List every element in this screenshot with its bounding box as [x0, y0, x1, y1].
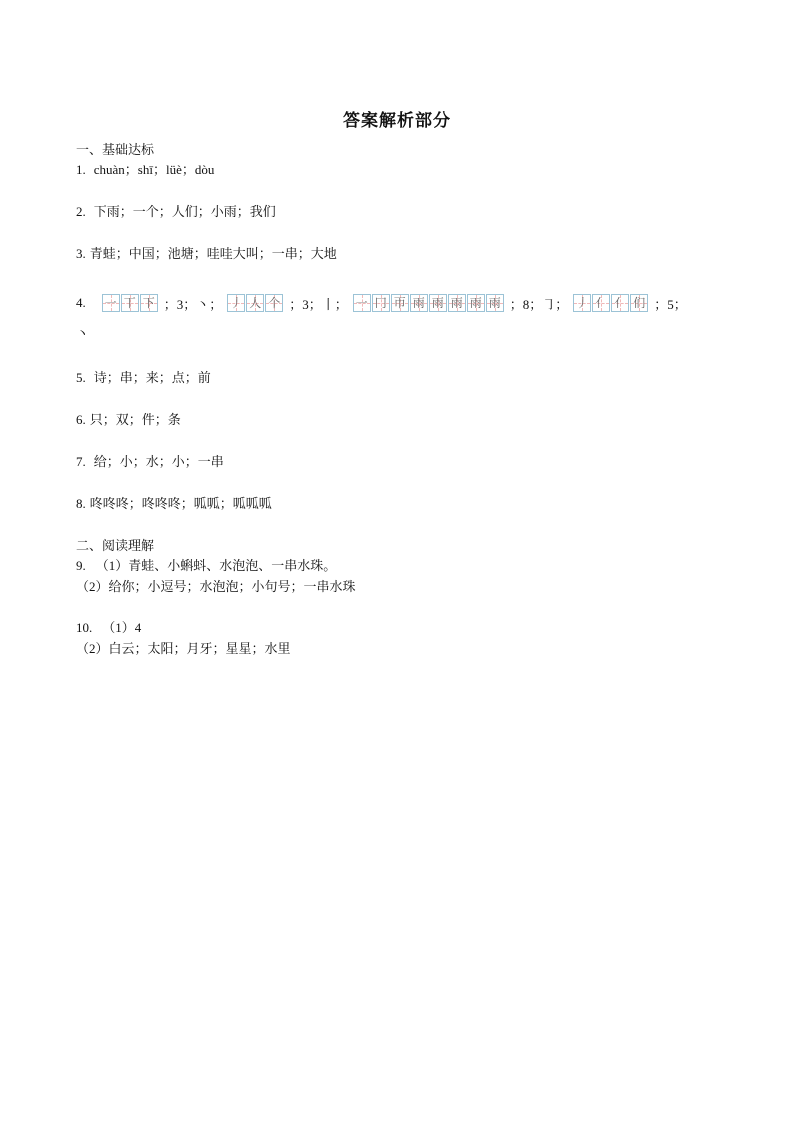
- answer-2-number: 2.: [76, 204, 86, 219]
- stroke-glyph: 下: [142, 296, 155, 310]
- stroke-box: [391, 294, 409, 312]
- stroke-box: [592, 294, 610, 312]
- stroke-glyph: 亻: [614, 296, 627, 310]
- stroke-order-group-4: [573, 294, 649, 312]
- stroke-box: [410, 294, 428, 312]
- stroke-box: [573, 294, 591, 312]
- stroke-glyph: 雨: [488, 296, 501, 310]
- answer-4-tail: 丶: [76, 326, 90, 341]
- answer-2: [76, 203, 276, 221]
- answer-1-text: chuàn；shī；lüè；dòu: [93, 162, 215, 177]
- answer-8-number: 8.: [76, 496, 86, 511]
- stroke-box: [372, 294, 390, 312]
- answer-10-part-2: （2）白云；太阳；月牙；星星；水里: [76, 641, 291, 656]
- stroke-glyph: 雨: [450, 296, 463, 310]
- answer-9-number: 9.: [76, 558, 86, 573]
- answer-7: [76, 453, 224, 471]
- stroke-box: [467, 294, 485, 312]
- stroke-box: [448, 294, 466, 312]
- stroke-glyph: 们: [633, 296, 646, 310]
- answer-5-number: 5.: [76, 370, 86, 385]
- stroke-box: [102, 294, 120, 312]
- answer-1-number: 1.: [76, 162, 86, 177]
- answer-2-text: 下雨；一个；人们；小雨；我们: [93, 204, 276, 219]
- answer-6: [76, 411, 181, 429]
- stroke-group-info: ；3；丨；: [289, 296, 348, 312]
- stroke-order-group-1: [102, 294, 159, 312]
- answer-10-part-1-text: （1）4: [102, 620, 142, 635]
- stroke-box: [611, 294, 629, 312]
- answer-3-number: 3.: [76, 246, 86, 261]
- answer-7-number: 7.: [76, 454, 86, 469]
- stroke-glyph: 冂: [374, 296, 387, 310]
- stroke-box: [353, 294, 371, 312]
- answer-1: [76, 161, 214, 179]
- answer-8-text: 咚咚咚；咚咚咚；呱呱；呱呱呱: [89, 496, 272, 511]
- stroke-box: [246, 294, 264, 312]
- answer-10-number: 10.: [76, 620, 93, 635]
- stroke-box: [265, 294, 283, 312]
- page-title: 答案解析部分: [343, 111, 451, 130]
- answer-4-number: 4.: [76, 295, 86, 310]
- answer-7-text: 给；小；水；小；一串: [93, 454, 224, 469]
- answer-3: [76, 245, 337, 263]
- answer-10-part-1: [76, 619, 141, 637]
- stroke-glyph: 个: [268, 296, 281, 310]
- stroke-group-info: ；3；丶；: [163, 296, 223, 312]
- stroke-glyph: 亻: [595, 296, 608, 310]
- answer-9-part-1: [76, 557, 336, 575]
- stroke-order-group-3: [353, 294, 505, 312]
- stroke-box: [140, 294, 158, 312]
- stroke-glyph: 人: [249, 296, 262, 310]
- stroke-box: [227, 294, 245, 312]
- stroke-glyph: 帀: [393, 296, 406, 310]
- stroke-glyph: 一: [104, 296, 117, 310]
- answer-5-text: 诗；串；来；点；前: [93, 370, 211, 385]
- answer-9-part-1-text: （1）青蛙、小蝌蚪、水泡泡、一串水珠。: [95, 558, 337, 573]
- stroke-order-group-2: [227, 294, 284, 312]
- answer-9-part-2: （2）给你；小逗号；水泡泡；小句号；一串水珠: [76, 579, 356, 594]
- stroke-group-info: ；8；㇆；: [509, 296, 569, 312]
- answer-3-text: 青蛙；中国；池塘；哇哇大叫；一串；大地: [89, 246, 337, 261]
- stroke-glyph: 丅: [123, 296, 136, 310]
- stroke-glyph: 雨: [431, 296, 444, 310]
- answer-6-text: 只；双；件；条: [89, 412, 181, 427]
- section-heading-reading: 二、阅读理解: [76, 538, 155, 553]
- stroke-glyph: 一: [355, 296, 368, 310]
- stroke-glyph: 丿: [576, 296, 589, 310]
- stroke-box: [486, 294, 504, 312]
- section-heading-basics: 一、基础达标: [76, 142, 155, 157]
- stroke-box: [630, 294, 648, 312]
- stroke-glyph: 雨: [412, 296, 425, 310]
- answer-8: [76, 495, 272, 513]
- answer-4: [76, 292, 716, 314]
- stroke-box: [429, 294, 447, 312]
- answer-6-number: 6.: [76, 412, 86, 427]
- stroke-box: [121, 294, 139, 312]
- stroke-glyph: 丿: [230, 296, 243, 310]
- answer-5: [76, 369, 211, 387]
- stroke-group-info: ；5；: [654, 296, 687, 312]
- stroke-glyph: 雨: [469, 296, 482, 310]
- stroke-order-groups: [100, 294, 690, 313]
